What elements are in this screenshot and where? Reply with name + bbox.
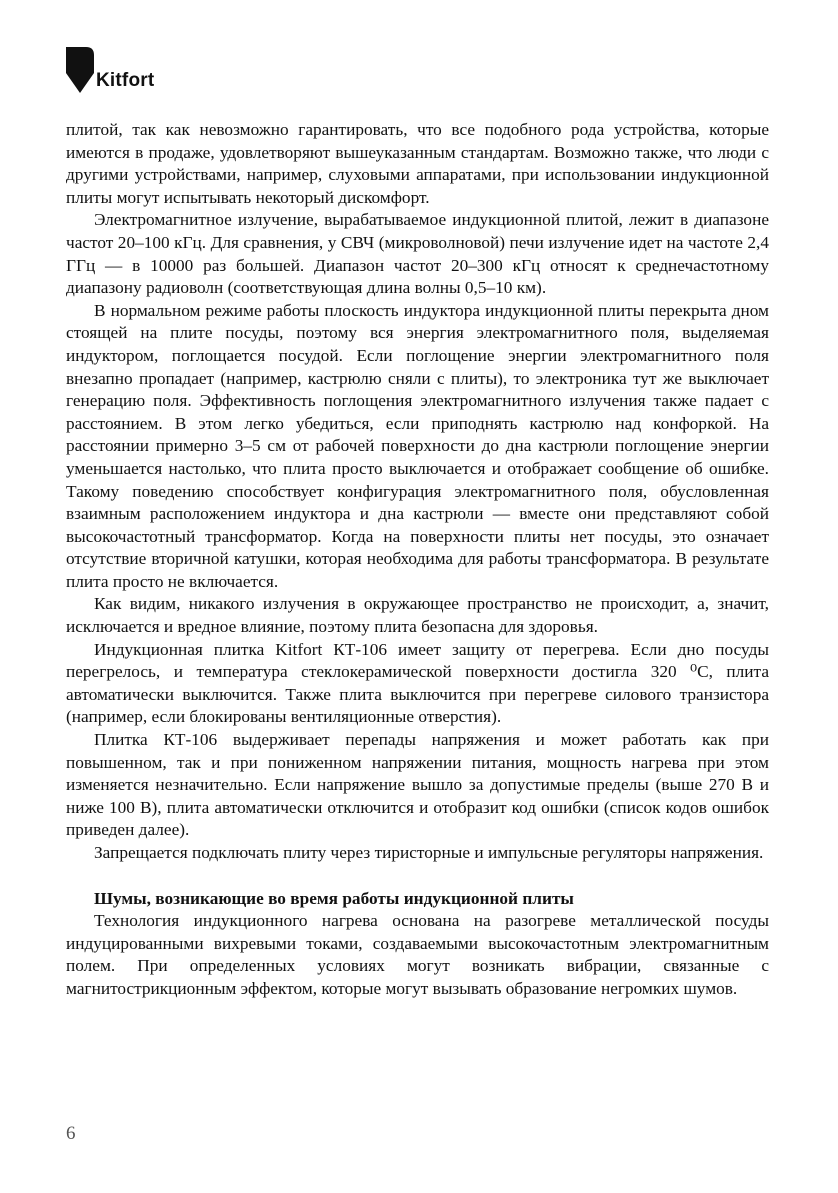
paragraph-regulator-warning: Запрещается подключать плиту через тиристорные и импульсные регуляторы напряжения. xyxy=(94,843,764,862)
kitfort-logo-icon xyxy=(66,47,94,93)
paragraph-normal-operation: В нормальном режиме работы плоскость индуктора индукционной плиты перекрыта дном стоящей на плите посуды, поэтому вся энергия электромагнитного поля, выделяемая индуктором, поглощается посудой. Если поглощение энергии электромагнитного поля внезапно пропадает (например, кастрюлю сняли с плиты), то электроника тут же выключает генерацию поля. Эффективность поглощения электромагнитного излучения также падает с расстоянием. В этом легко убедиться, если приподнять кастрюлю над конфоркой. На расстоянии примерно 3–5 см от рабочей поверхности до дна кастрюли поглощение энергии уменьшается настолько, что плита просто выключается и отображает сообщение об ошибке. Такому поведению способствует конфигурация электромагнитного поля, обусловленная взаимным расположением индуктора и дна кастрюли — вместе они представляют собой высокочастотный трансформатор. Когда на поверхности плиты нет посуды, это означает отсутствие вторичной катушки, которая необходима для работы трансформатора. В результате плита просто не включается. xyxy=(66,300,769,591)
paragraph-safety-conclusion: Как видим, никакого излучения в окружающее пространство не происходит, а, значит, исключается и вредное влияние, поэтому плита безопасна для здоровья. xyxy=(66,594,769,637)
page-number: 6 xyxy=(66,1123,76,1144)
brand-name: Kitfort xyxy=(96,70,155,91)
paragraph-noise: Технология индукционного нагрева основана на разогреве металлической посуды индуцированными вихревыми токами, создаваемыми высокочастотным электромагнитным полем. При определенных условиях могут возникать вибрации, связанные с магнитострикционным эффектом, которые могут вызывать образование негромких шумов. xyxy=(66,911,769,998)
paragraph-overheat-protection: Индукционная плитка Kitfort КТ-106 имеет защиту от перегрева. Если дно посуды перегрелось, и температура стеклокерамической поверхности достигла 320 ⁰С, плита автоматически выключится. Также плита выключится при перегреве силового транзистора (например, если блокированы вентиляционные отверстия). xyxy=(66,639,769,727)
document-body xyxy=(66,119,769,1001)
brand-logo xyxy=(66,47,154,93)
section-heading-noise: Шумы, возникающие во время работы индукционной плиты xyxy=(94,888,574,908)
paragraph-voltage-tolerance: Плитка КТ-106 выдерживает перепады напряжения и может работать как при повышенном, так и при пониженном напряжении питания, мощность нагрева при этом изменяется незначительно. Если напряжение вышло за допустимые пределы (выше 270 В и ниже 100 В), плита автоматически отключится и отобразит код ошибки (список кодов ошибок приведен далее). xyxy=(66,730,769,840)
paragraph-continuation: плитой, так как невозможно гарантировать, что все подобного рода устройства, которые имеются в продаже, удовлетворяют вышеуказанным стандартам. Возможно также, что люди с другими устройствами, например, слуховыми аппаратами, при использовании индукционной плиты могут испытывать некоторый дискомфорт. xyxy=(66,120,769,207)
paragraph-emission-frequency: Электромагнитное излучение, вырабатываемое индукционной плитой, лежит в диапазоне частот 20–100 кГц. Для сравнения, у СВЧ (микроволновой) печи излучение идет на частоте 2,4 ГГц — в 10000 раз большей. Диапазон частот 20–300 кГц относят к среднечастотному диапазону радиоволн (соответствующая длина волны 0,5–10 км). xyxy=(66,210,769,298)
